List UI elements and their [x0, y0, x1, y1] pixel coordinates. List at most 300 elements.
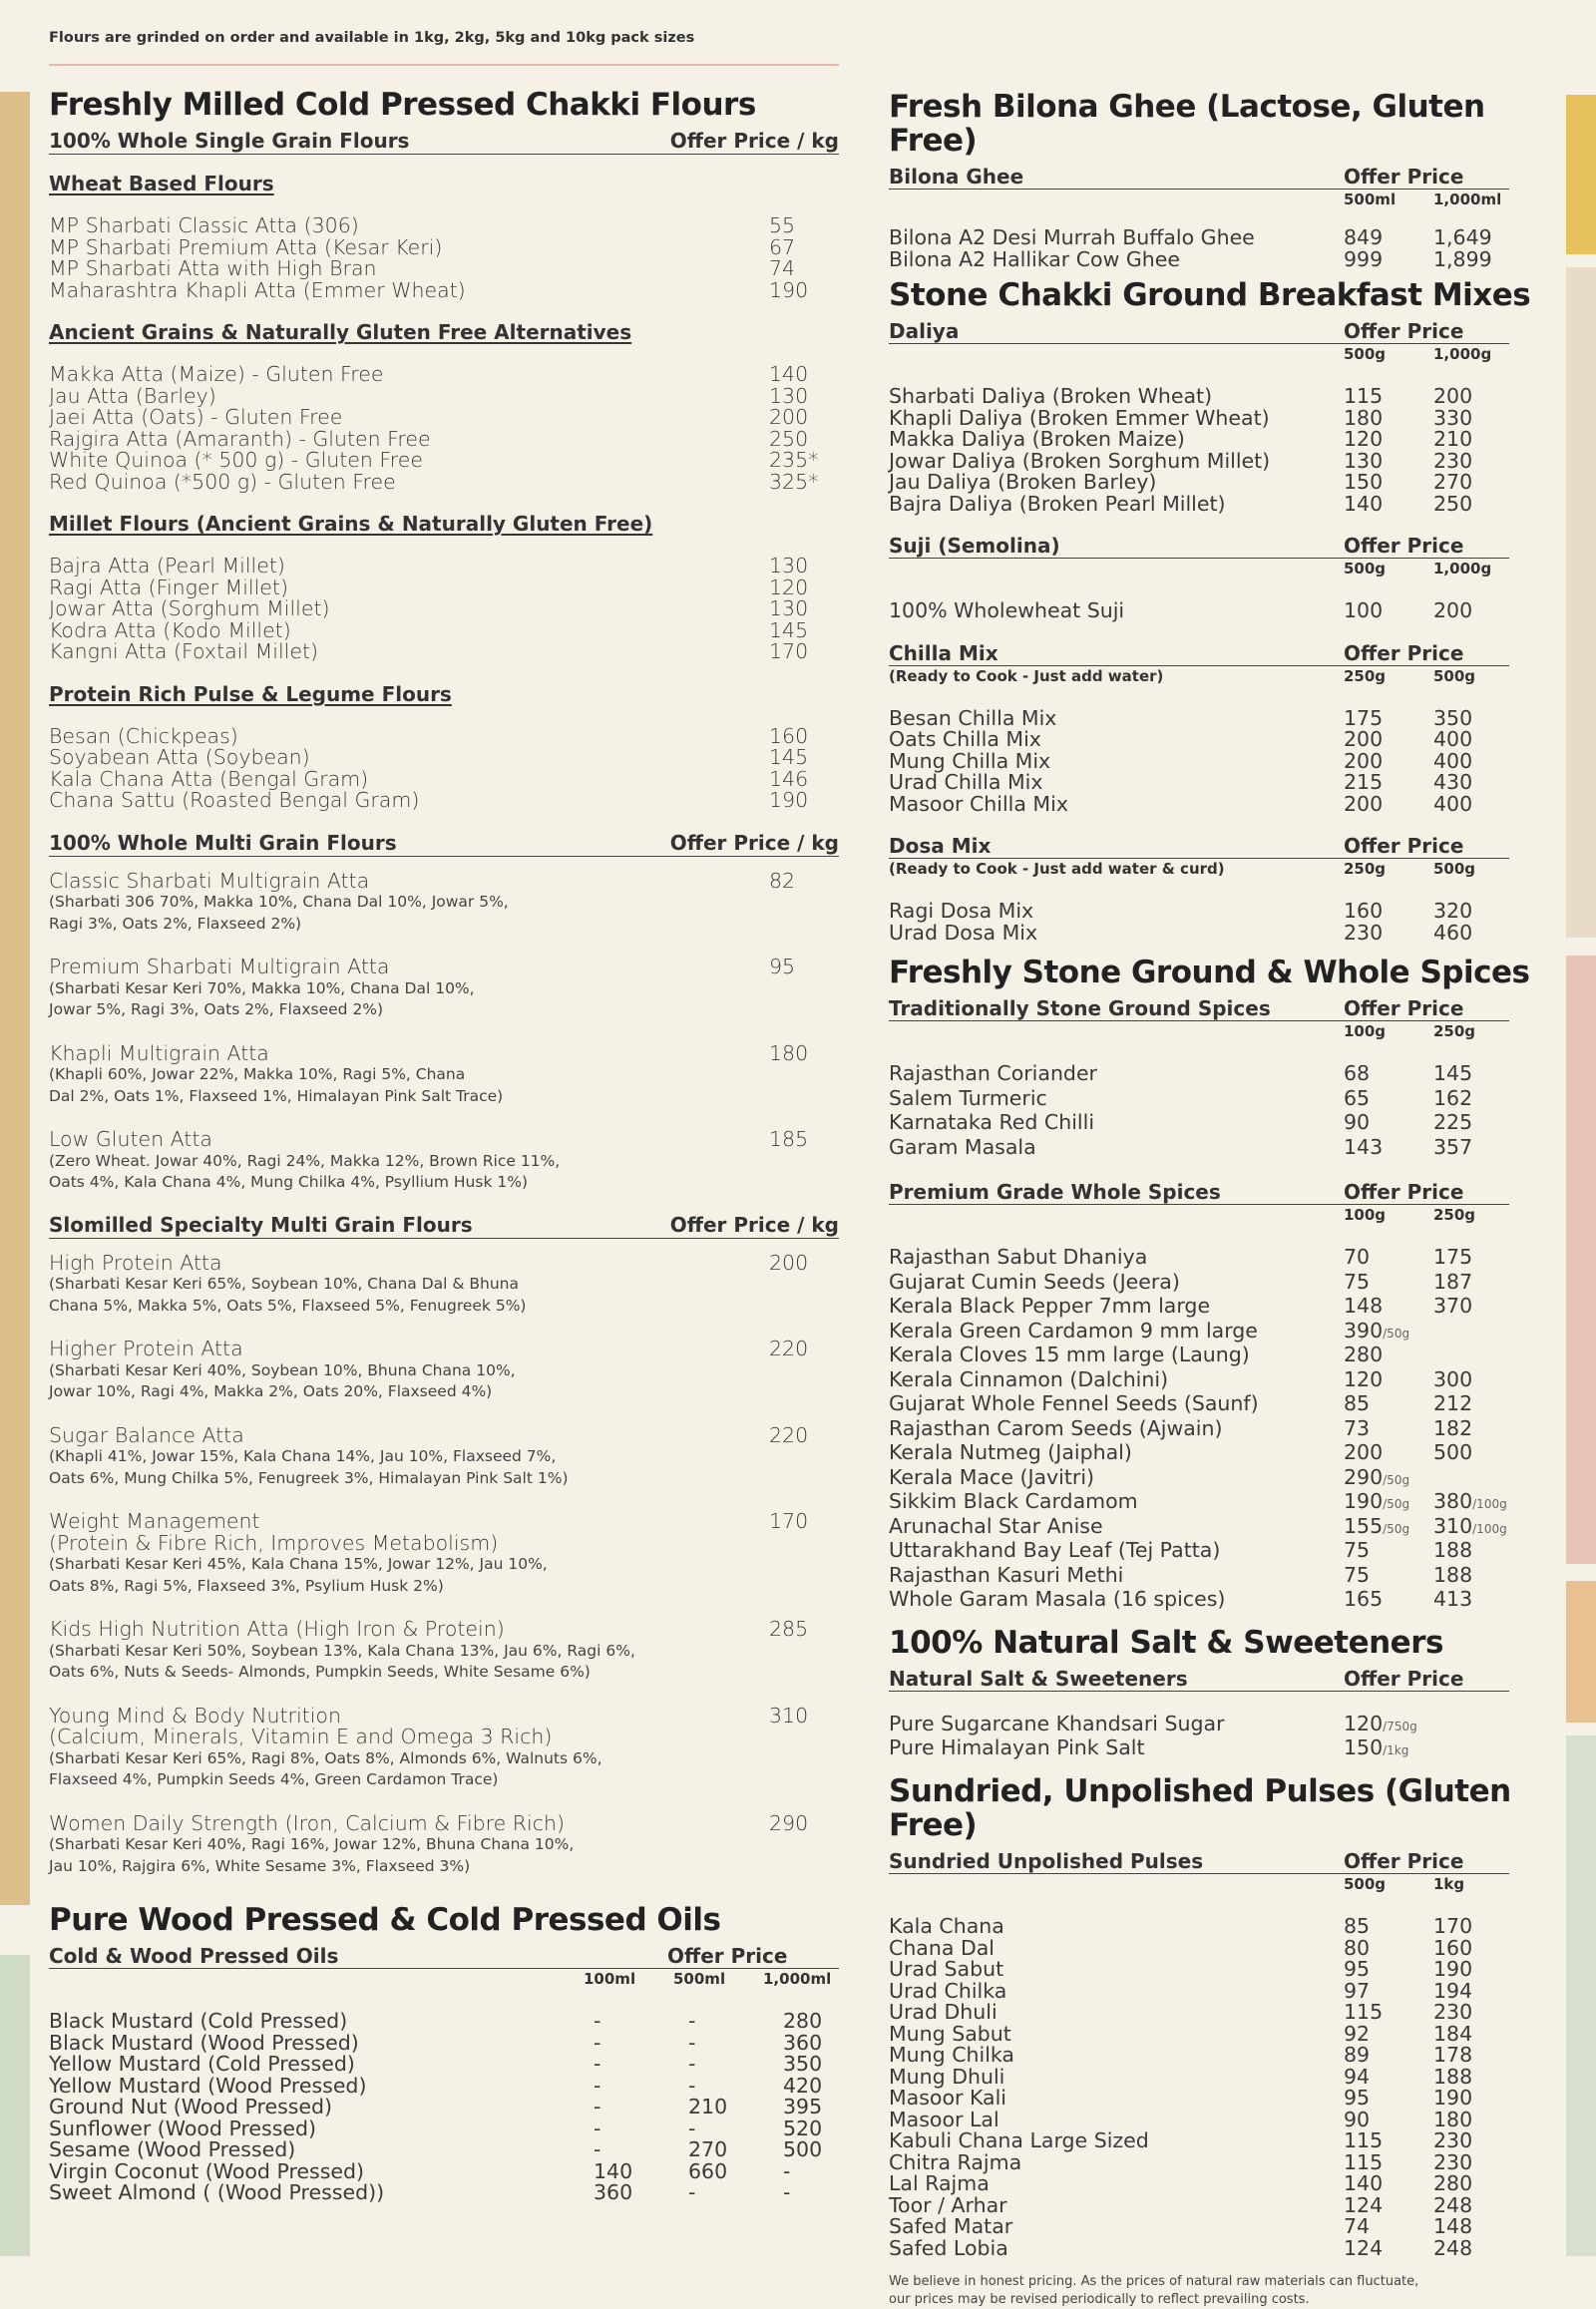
- row-price-1: [1344, 2107, 1433, 2131]
- price-row: [889, 1711, 1557, 1738]
- price-unit: /50g: [1383, 1472, 1410, 1487]
- row-price-1: [1344, 1589, 1433, 1614]
- group-items: [49, 215, 847, 301]
- price-row: [889, 1085, 1557, 1113]
- oils-header: [49, 1945, 839, 1969]
- table-header: [889, 320, 1509, 344]
- item-name: High Protein Atta: [49, 1250, 222, 1275]
- oil-name: Sunflower (Wood Pressed): [49, 2116, 317, 2140]
- list-item: [49, 407, 847, 429]
- oil-price-500ml: -: [688, 2009, 696, 2034]
- price-value: 200: [1344, 1440, 1384, 1465]
- right-accent-bar-2: [1566, 267, 1596, 938]
- price-value: 120: [1344, 1711, 1384, 1735]
- price-row: [889, 448, 1557, 473]
- oil-price-100ml: -: [594, 2137, 601, 2162]
- price-value: 180: [1433, 2107, 1473, 2131]
- oil-name: Black Mustard (Wood Pressed): [49, 2030, 359, 2055]
- table-price-label: Offer Price: [1344, 996, 1464, 1021]
- price-value: 212: [1433, 1391, 1473, 1416]
- oil-price-100ml: 140: [594, 2158, 633, 2183]
- row-price-1: [1344, 748, 1433, 773]
- oil-price-1000ml: 395: [783, 2095, 823, 2119]
- row-name: Salem Turmeric: [889, 1085, 1047, 1110]
- price-value: 155: [1344, 1513, 1384, 1538]
- table-size-header: [889, 666, 1509, 686]
- row-price-2: [1433, 1134, 1473, 1162]
- list-item: [49, 723, 847, 748]
- item-row: [49, 1810, 847, 1835]
- price-value: 430: [1433, 770, 1473, 795]
- oil-price-500ml: -: [688, 2052, 696, 2077]
- row-name: Masoor Chilla Mix: [889, 791, 1068, 816]
- item-name: Chana Sattu (Roasted Bengal Gram): [49, 788, 420, 813]
- oil-row: [49, 2139, 847, 2161]
- row-name: Uttarakhand Bay Leaf (Tej Patta): [889, 1538, 1221, 1563]
- oils-list: [49, 2011, 847, 2204]
- price-value: 460: [1433, 920, 1473, 945]
- spacer: [889, 344, 1344, 364]
- table-heading: Traditionally Stone Ground Spices: [889, 996, 1271, 1021]
- table-header: [889, 997, 1509, 1021]
- row-name: Mung Chilka: [889, 2043, 1014, 2068]
- row-name: Jowar Daliya (Broken Sorghum Millet): [889, 448, 1271, 473]
- right-column: [889, 90, 1557, 2309]
- list-item: [49, 383, 847, 408]
- item-name: Premium Sharbati Multigrain Atta: [49, 955, 390, 979]
- row-price-1: [1344, 472, 1433, 494]
- table-header: [889, 535, 1509, 559]
- row-price-1: [1344, 1134, 1433, 1162]
- item-ingredients-1: (Sharbati Kesar Keri 50%, Soybean 13%, Kala Chana 13%, Jau 6%, Ragi 6%,: [49, 1641, 635, 1660]
- row-price-1: [1344, 920, 1433, 945]
- price-row: [889, 472, 1557, 494]
- price-row: [889, 920, 1557, 945]
- row-price-1: [1344, 772, 1433, 794]
- row-name: Kerala Mace (Javitri): [889, 1464, 1095, 1489]
- row-price-1: [1344, 1112, 1433, 1137]
- table-size-header: [889, 344, 1509, 364]
- multi-grain-list: [49, 868, 847, 1194]
- price-value: 413: [1433, 1587, 1473, 1612]
- row-price-1: [1344, 600, 1433, 622]
- list-item: [49, 617, 847, 642]
- row-name: Rajasthan Sabut Dhaniya: [889, 1245, 1148, 1270]
- price-row: [889, 1589, 1557, 1614]
- table-note: (Ready to Cook - Just add water): [889, 666, 1164, 685]
- price-value: 200: [1344, 727, 1384, 752]
- row-price-1: [1344, 1393, 1433, 1418]
- item-ingredients-2: Chana 5%, Makka 5%, Oats 5%, Flaxseed 5%, Fenugreek 5%): [49, 1296, 527, 1315]
- price-value: 230: [1433, 2128, 1473, 2153]
- row-name: Mung Chilla Mix: [889, 748, 1051, 773]
- row-name: Kerala Green Cardamon 9 mm large: [889, 1318, 1258, 1343]
- price-value: 73: [1344, 1415, 1371, 1440]
- specialty-header: [49, 1214, 839, 1239]
- list-item: [49, 1040, 847, 1108]
- price-value: 165: [1344, 1587, 1384, 1612]
- ghee-price-label: Offer Price: [1344, 165, 1464, 190]
- table-price-label: Offer Price: [1344, 534, 1464, 559]
- pulses-list: [889, 1916, 1557, 2259]
- price-value: 75: [1344, 1562, 1371, 1587]
- row-price-2: [1433, 2064, 1473, 2089]
- row-price-1: [1344, 1562, 1433, 1590]
- price-value: 400: [1433, 748, 1473, 773]
- row-price-2: [1433, 1959, 1472, 1981]
- row-name: Bajra Daliya (Broken Pearl Millet): [889, 491, 1226, 516]
- oils-col-100ml: 100ml: [584, 1970, 636, 1989]
- price-value: 400: [1433, 727, 1473, 752]
- item-ingredients-1: (Sharbati Kesar Keri 45%, Kala Chana 15%, Jowar 12%, Jau 10%,: [49, 1555, 548, 1574]
- item-name: Maharashtra Khapli Atta (Emmer Wheat): [49, 277, 466, 302]
- ghee-size-header: [889, 190, 1509, 209]
- row-price-1: [1344, 2173, 1433, 2195]
- table-col-2: 1,000g: [1433, 345, 1492, 364]
- price-value: 190: [1344, 1489, 1384, 1514]
- table-size-header: [889, 1021, 1509, 1041]
- price-row: [889, 1513, 1557, 1541]
- row-price-2: [1433, 2149, 1473, 2174]
- price-value: 115: [1344, 2149, 1384, 2174]
- item-price: 82: [769, 868, 796, 893]
- price-row: [889, 2130, 1557, 2152]
- row-name: Safed Matar: [889, 2214, 1013, 2239]
- oil-price-1000ml: 420: [783, 2073, 823, 2098]
- list-item: [49, 450, 847, 472]
- row-name: Rajasthan Coriander: [889, 1061, 1097, 1086]
- table-size-header: [889, 859, 1509, 879]
- price-value: 85: [1344, 1391, 1371, 1416]
- multi-grain-header: [49, 832, 839, 857]
- item-name: Soyabean Atta (Soybean): [49, 745, 310, 770]
- item-price: 200: [769, 1250, 809, 1275]
- price-value: 100: [1344, 598, 1384, 623]
- price-value: 390: [1344, 1318, 1384, 1343]
- row-price-1: [1344, 386, 1433, 408]
- row-price-2: [1433, 2107, 1473, 2131]
- price-value: 200: [1433, 384, 1473, 409]
- price-value: 248: [1433, 2192, 1473, 2217]
- item-name: Kangni Atta (Foxtail Millet): [49, 639, 318, 664]
- price-row: [889, 2021, 1557, 2046]
- row-price-2: [1433, 1063, 1472, 1088]
- row-name: Sikkim Black Cardamom: [889, 1489, 1138, 1514]
- oil-row: [49, 2030, 847, 2055]
- item-name: Jau Atta (Barley): [49, 383, 216, 408]
- oil-price-1000ml: -: [783, 2158, 791, 2183]
- oil-price-500ml: -: [688, 2116, 696, 2140]
- table-rows: [889, 600, 1557, 622]
- price-row: [889, 1978, 1557, 2003]
- price-value: 270: [1433, 470, 1473, 495]
- row-price-1: [1344, 1711, 1433, 1738]
- oil-price-1000ml: 360: [783, 2030, 823, 2055]
- row-price-1: [1344, 729, 1433, 751]
- row-price-2: [1433, 2130, 1472, 2152]
- item-row: [49, 1129, 847, 1151]
- item-ingredients-1: (Zero Wheat. Jowar 40%, Ragi 24%, Makka 12%, Brown Rice 11%,: [49, 1151, 561, 1170]
- multi-grain-price-label: Offer Price / kg: [669, 830, 839, 855]
- price-value: 160: [1344, 899, 1384, 924]
- table-price-label: Offer Price: [1344, 834, 1464, 859]
- right-accent-bar-1: [1566, 95, 1596, 254]
- price-value: 190: [1433, 2086, 1473, 2111]
- row-name: Rajasthan Kasuri Methi: [889, 1562, 1124, 1587]
- row-price-2: [1433, 1562, 1473, 1590]
- oil-price-500ml: 270: [688, 2137, 728, 2162]
- price-value: 290: [1344, 1464, 1384, 1489]
- price-row: [889, 1540, 1557, 1565]
- row-name: Kerala Cloves 15 mm large (Laung): [889, 1343, 1250, 1367]
- price-value: 145: [1433, 1061, 1473, 1086]
- price-value: 143: [1344, 1134, 1384, 1159]
- price-row: [889, 2045, 1557, 2067]
- item-name: Kids High Nutrition Atta (High Iron & Protein): [49, 1617, 505, 1642]
- price-row: [889, 246, 1557, 271]
- item-ingredients-2: Dal 2%, Oats 1%, Flaxseed 1%, Himalayan Pink Salt Trace): [49, 1086, 504, 1105]
- oil-price-1000ml: 520: [783, 2116, 823, 2140]
- item-price: 185: [769, 1127, 809, 1152]
- price-value: 250: [1433, 491, 1473, 516]
- price-value: 400: [1433, 791, 1473, 816]
- table-col-2: 1,000g: [1433, 560, 1492, 578]
- row-name: Urad Chilka: [889, 1978, 1007, 2003]
- item-price: 120: [769, 575, 809, 599]
- row-name: Kabuli Chana Large Sized: [889, 2128, 1149, 2153]
- item-row: [49, 1250, 847, 1275]
- row-name: Masoor Kali: [889, 2086, 1006, 2111]
- item-ingredients-2: Jau 10%, Rajgira 6%, White Sesame 3%, Flaxseed 3%): [49, 1856, 471, 1875]
- price-value: 310: [1433, 1513, 1473, 1538]
- price-row: [889, 1269, 1557, 1297]
- list-item: [49, 1703, 847, 1791]
- oil-price-500ml: -: [688, 2073, 696, 2098]
- oil-price-100ml: 360: [594, 2180, 633, 2205]
- item-price: 285: [769, 1617, 809, 1642]
- row-name: Mung Dhuli: [889, 2064, 1005, 2089]
- table-col-2: 250g: [1433, 1206, 1476, 1225]
- item-price: 235*: [769, 448, 819, 473]
- row-price-2: [1433, 791, 1473, 816]
- price-row: [889, 729, 1557, 751]
- price-value: 85: [1344, 1914, 1371, 1939]
- price-row: [889, 1366, 1557, 1394]
- oil-price-100ml: -: [594, 2009, 601, 2034]
- row-price-2: [1433, 2235, 1473, 2260]
- group-items: [49, 556, 847, 663]
- breakfast-title: Stone Chakki Ground Breakfast Mixes: [889, 277, 1531, 314]
- item-name: Kodra Atta (Kodo Millet): [49, 617, 291, 642]
- oil-row: [49, 2073, 847, 2098]
- list-item: [49, 641, 847, 663]
- item-name: Bajra Atta (Pearl Millet): [49, 554, 285, 578]
- item-ingredients-2: Oats 4%, Kala Chana 4%, Mung Chilka 4%, Psyllium Husk 1%): [49, 1173, 528, 1192]
- price-value: 188: [1433, 2064, 1473, 2089]
- single-grain-header: [49, 130, 839, 155]
- item-name: MP Sharbati Premium Atta (Kesar Keri): [49, 234, 443, 259]
- list-item: [49, 598, 847, 620]
- row-name: Kerala Cinnamon (Dalchini): [889, 1366, 1169, 1391]
- row-price-2: [1433, 1978, 1473, 2003]
- price-value: 280: [1433, 2171, 1473, 2196]
- table-header: [889, 835, 1509, 859]
- left-column: [49, 30, 847, 2204]
- table-col-1: 100g: [1344, 1022, 1387, 1041]
- row-price-1: [1344, 2130, 1433, 2152]
- price-unit: /50g: [1383, 1521, 1410, 1536]
- row-name: Khapli Daliya (Broken Emmer Wheat): [889, 405, 1270, 430]
- salt-heading: Natural Salt & Sweeteners: [889, 1666, 1188, 1691]
- row-price-1: [1344, 2088, 1433, 2110]
- price-value: 70: [1344, 1245, 1371, 1270]
- price-value: 357: [1433, 1134, 1473, 1159]
- oil-price-100ml: -: [594, 2073, 601, 2098]
- price-row: [889, 2064, 1557, 2089]
- pricing-footnote: [889, 2273, 1557, 2309]
- price-row: [889, 1134, 1557, 1162]
- row-price-1: [1344, 1935, 1433, 1960]
- row-price-2: [1433, 920, 1473, 945]
- row-price-1: [1344, 1513, 1433, 1541]
- price-value: 210: [1433, 427, 1473, 452]
- oil-name: Ground Nut (Wood Pressed): [49, 2095, 333, 2119]
- price-value: 215: [1344, 770, 1384, 795]
- price-value: 225: [1433, 1110, 1473, 1135]
- right-accent-bar-4: [1566, 1581, 1596, 1723]
- oils-price-label: Offer Price: [667, 1944, 788, 1969]
- item-price: 67: [769, 234, 796, 259]
- price-value: 130: [1344, 448, 1384, 473]
- list-item: [49, 234, 847, 259]
- price-row: [889, 1296, 1557, 1321]
- row-name: Masoor Lal: [889, 2107, 999, 2131]
- oil-name: Yellow Mustard (Cold Pressed): [49, 2052, 355, 2077]
- row-price-2: [1433, 1442, 1472, 1467]
- item-subtitle: (Calcium, Minerals, Vitamin E and Omega 3 Rich): [49, 1725, 553, 1749]
- item-ingredients-2: Oats 6%, Nuts & Seeds- Almonds, Pumpkin Seeds, White Sesame 6%): [49, 1663, 591, 1682]
- table-rows: [889, 901, 1557, 944]
- item-price: 220: [769, 1422, 809, 1447]
- price-value: 162: [1433, 1085, 1473, 1110]
- row-price-2: [1433, 1296, 1472, 1321]
- group-title: Millet Flours (Ancient Grains & Naturally Gluten Free): [49, 512, 653, 537]
- item-name: Classic Sharbati Multigrain Atta: [49, 868, 370, 893]
- oil-name: Black Mustard (Cold Pressed): [49, 2009, 348, 2034]
- group-title: Ancient Grains & Naturally Gluten Free Alternatives: [49, 320, 632, 345]
- intro-note: Flours are grinded on order and available in 1kg, 2kg, 5kg and 10kg pack sizes: [49, 30, 839, 66]
- ghee-col-1: 500ml: [1344, 191, 1396, 209]
- row-price-1: [1344, 1247, 1433, 1272]
- oil-price-1000ml: -: [783, 2180, 791, 2205]
- price-row: [889, 791, 1557, 816]
- row-price-1: [1344, 2235, 1433, 2260]
- oil-name: Sweet Almond ( (Wood Pressed)): [49, 2180, 385, 2205]
- price-value: 75: [1344, 1538, 1371, 1563]
- row-price-2: [1433, 705, 1473, 730]
- price-value: 182: [1433, 1415, 1473, 1440]
- price-value: 380: [1433, 1489, 1473, 1514]
- oil-row: [49, 2182, 847, 2204]
- row-price-1: [1344, 1442, 1433, 1467]
- row-price-1: [1344, 1978, 1433, 2003]
- row-name: Chitra Rajma: [889, 2149, 1022, 2174]
- row-price-2: [1433, 246, 1492, 271]
- row-price-2: [1433, 1269, 1473, 1297]
- item-price: 220: [769, 1337, 809, 1361]
- row-price-1: [1344, 2149, 1433, 2174]
- table-heading: Suji (Semolina): [889, 534, 1060, 559]
- price-row: [889, 748, 1557, 773]
- price-row: [889, 1491, 1557, 1516]
- price-value: 230: [1344, 920, 1384, 945]
- spice-tables: [889, 997, 1557, 1614]
- item-price: 290: [769, 1810, 809, 1835]
- list-item: [49, 747, 847, 769]
- item-row: [49, 868, 847, 893]
- row-name: Chana Dal: [889, 1935, 995, 1960]
- table-col-1: 250g: [1344, 860, 1387, 879]
- list-item: [49, 277, 847, 302]
- price-value: 80: [1344, 1935, 1371, 1960]
- price-value: 194: [1433, 1978, 1473, 2003]
- price-value: 230: [1433, 448, 1473, 473]
- list-item: [49, 868, 847, 936]
- item-price: 95: [769, 955, 796, 979]
- price-value: 184: [1433, 2021, 1473, 2046]
- row-price-2: [1433, 2088, 1472, 2110]
- oils-col-500ml: 500ml: [673, 1970, 726, 1989]
- salt-list: [889, 1711, 1557, 1762]
- row-price-1: [1344, 1415, 1433, 1443]
- oils-size-header: [49, 1969, 847, 1989]
- row-price-1: [1344, 1318, 1433, 1346]
- price-value: 170: [1433, 1914, 1473, 1939]
- item-name: Besan (Chickpeas): [49, 723, 238, 748]
- row-name: Urad Sabut: [889, 1957, 1004, 1982]
- item-price: 74: [769, 256, 796, 281]
- item-name: Women Daily Strength (Iron, Calcium & Fibre Rich): [49, 1810, 565, 1835]
- row-price-1: [1344, 1737, 1433, 1762]
- item-name: Red Quinoa (*500 g) - Gluten Free: [49, 469, 396, 494]
- row-price-2: [1433, 1366, 1473, 1394]
- list-item: [49, 215, 847, 237]
- item-ingredients-2: Oats 6%, Mung Chilka 5%, Fenugreek 3%, Himalayan Pink Salt 1%): [49, 1468, 569, 1487]
- price-value: 140: [1344, 2171, 1384, 2196]
- list-item: [49, 556, 847, 577]
- item-row: [49, 1040, 847, 1065]
- table-header: [889, 1181, 1509, 1205]
- list-item: [49, 1810, 847, 1878]
- row-price-1: [1344, 1345, 1433, 1369]
- row-price-2: [1433, 491, 1473, 516]
- row-price-1: [1344, 2192, 1433, 2217]
- row-name: 100% Wholewheat Suji: [889, 598, 1125, 623]
- table-col-1: 500g: [1344, 560, 1387, 578]
- item-ingredients-2: Jowar 10%, Ragi 4%, Makka 2%, Oats 20%, Flaxseed 4%): [49, 1382, 493, 1401]
- price-value: 350: [1433, 705, 1473, 730]
- item-name: Khapli Multigrain Atta: [49, 1040, 269, 1065]
- table-price-label: Offer Price: [1344, 319, 1464, 344]
- item-ingredients-1: (Khapli 41%, Jowar 15%, Kala Chana 14%, Jau 10%, Flaxseed 7%,: [49, 1447, 557, 1466]
- row-price-2: [1433, 405, 1473, 430]
- specialty-price-label: Offer Price / kg: [669, 1212, 839, 1237]
- row-price-2: [1433, 1247, 1472, 1272]
- item-price: 170: [769, 1509, 809, 1534]
- price-value: 97: [1344, 1978, 1371, 2003]
- price-value: 115: [1344, 2000, 1384, 2025]
- row-price-1: [1344, 1063, 1433, 1088]
